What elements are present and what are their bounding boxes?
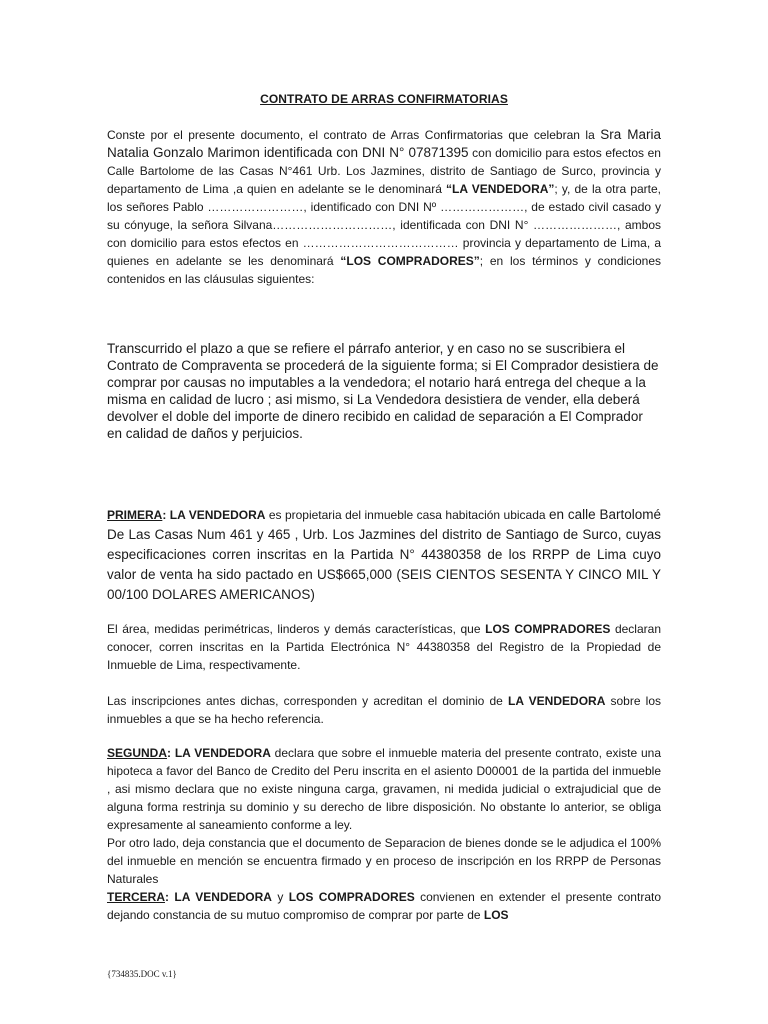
document-footer-id: {734835.DOC v.1} bbox=[107, 969, 177, 979]
clause-segunda: SEGUNDA: LA VENDEDORA declara que sobre el inmueble materia del presente contrato, existe una hipoteca a favor del Banco de Credito del Peru inscrita en el asiento D00001 de la partida del inmueble , asi mismo declara que no existe ninguna carga, gravamen, ni medida judicial o extrajudicial que de alguna forma restrinja su dominio y su derecho de libre disposición. No obstante lo anterior, se obliga expresamente al saneamiento conforme a ley. bbox=[107, 746, 661, 832]
party-buyers: “LOS COMPRADORES” bbox=[340, 254, 480, 268]
area-paragraph: El área, medidas perimétricas, linderos y demás características, que LOS COMPRADORES declaran conocer, corren inscritas en la Partida Electrónica N° 44380358 del Registro de la Propiedad de Inmueble de Lima, respectivamente. bbox=[107, 622, 661, 672]
clause-label: TERCERA bbox=[107, 890, 166, 904]
otro-lado-paragraph: Por otro lado, deja constancia que el documento de Separacion de bienes donde se le adjudica el 100% del inmueble en mención se encuentra firmado y en proceso de inscripción en los RRPP de Personas Naturales bbox=[107, 836, 661, 886]
clause-tercera: TERCERA: LA VENDEDORA y LOS COMPRADORES convienen en extender el presente contrato dejando constancia de su mutuo compromiso de comprar por parte de LOS bbox=[107, 890, 661, 922]
intro-paragraph: Conste por el presente documento, el contrato de Arras Confirmatorias que celebran la Sra Maria Natalia Gonzalo Marimon identificada con DNI N° 07871395 con domicilio para estos efectos en Calle Bartolome de las Casas N°461 Urb. Los Jazmines, distrito de Santiago de Surco, provincia y departamento de Lima ,a quien en adelante se le denominará “LA VENDEDORA”; y, de la otra parte, los señores Pablo ……………………, identificado con DNI Nº …………………, de estado civil casado y su cónyuge, la señora Silvana…………………………, identificada con DNI N° …………………, ambos con domicilio para estos efectos en ………………………………… provincia y departamento de Lima, a quienes en adelante se les denominará “LOS COMPRADORES”; en los términos y condiciones contenidos en las cláusulas siguientes: bbox=[107, 127, 661, 286]
inscripciones-paragraph: Las inscripciones antes dichas, corresponden y acreditan el dominio de LA VENDEDORA sobre los inmuebles a que se ha hecho referencia. bbox=[107, 694, 662, 726]
document-title: CONTRATO DE ARRAS CONFIRMATORIAS bbox=[260, 92, 508, 106]
clause-label: SEGUNDA bbox=[107, 746, 168, 760]
clause-label: PRIMERA bbox=[107, 508, 163, 522]
party-seller: “LA VENDEDORA” bbox=[446, 182, 555, 196]
transcurrido-paragraph: Transcurrido el plazo a que se refiere el párrafo anterior, y en caso no se suscribiera el Contrato de Compraventa se procederá de la siguiente forma; si El Comprador desistiera de comprar por causas no imputables a la vendedora; el notario hará entrega del cheque a la misma en calidad de lucro ; asi mismo, si La Vendedora desistiera de vender, ella deberá devolver el doble del importe de dinero recibido en calidad de separación a El Comprador en calidad de daños y perjuicios. bbox=[107, 341, 659, 441]
clause-primera: PRIMERA: LA VENDEDORA es propietaria del inmueble casa habitación ubicada en calle Bartolomé De Las Casas Num 461 y 465 , Urb. Los Jazmines del distrito de Santiago de Surco, cuyas especificaciones corren inscritas en la Partida N° 44380358 de los RRPP de Lima cuyo valor de venta ha sido pactado en US$665,000 (SEIS CIENTOS SESENTA Y CINCO MIL Y 00/100 DOLARES AMERICANOS) bbox=[107, 507, 661, 602]
